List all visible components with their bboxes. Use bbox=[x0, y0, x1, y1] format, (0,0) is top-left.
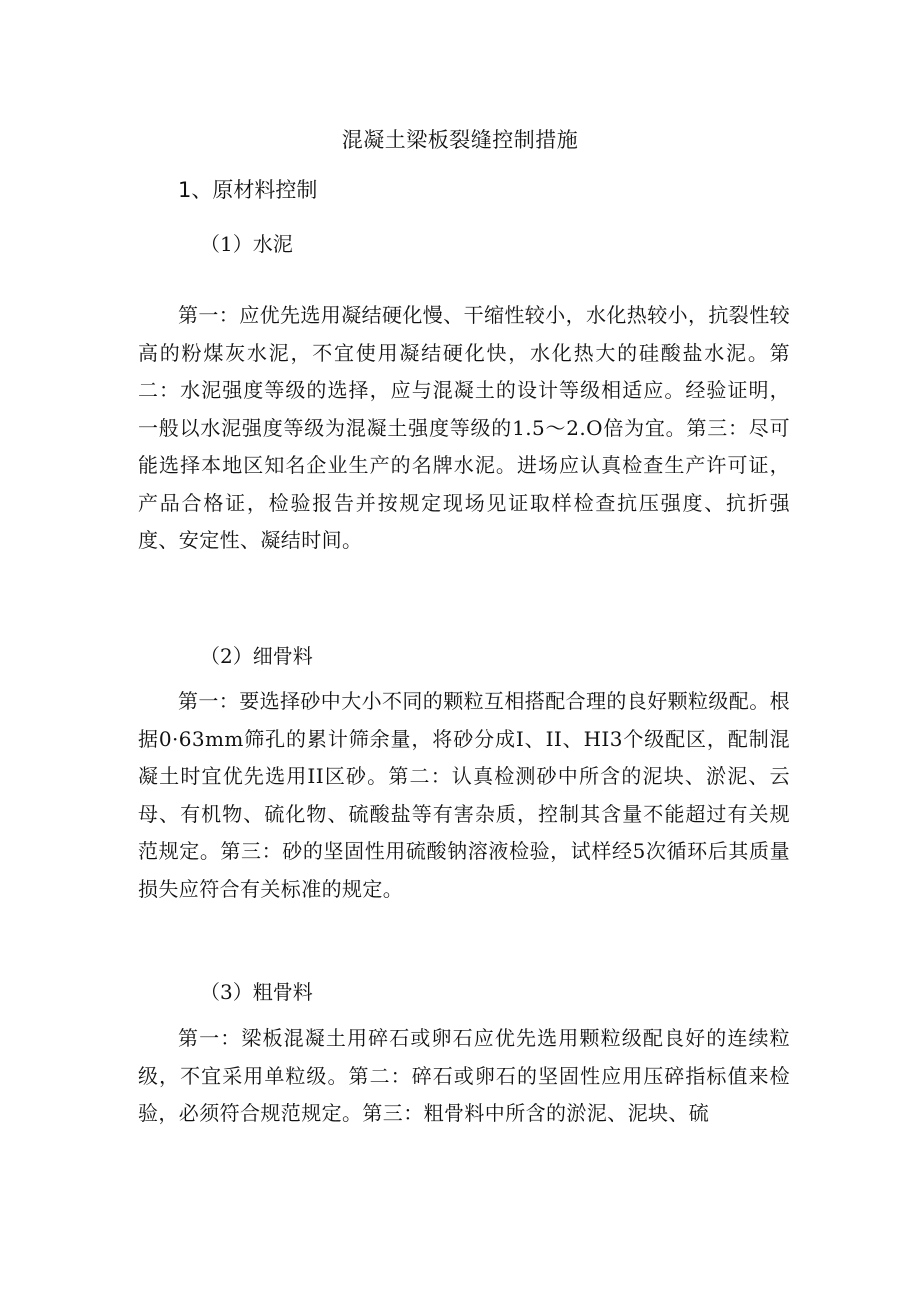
subsection-heading-fine-aggregate: （2）细骨料 bbox=[200, 644, 313, 668]
paragraph-fine-aggregate: 第一：要选择砂中大小不同的颗粒互相搭配合理的良好颗粒级配。根据0·63mm筛孔的累计筛余量，将砂分成I、II、HI3个级配区，配制混凝土时宜优先选用II区砂。第二：认真检测砂中所含的泥块、淤泥、云母、有机物、硫化物、硫酸盐等有害杂质，控制其含量不能超过有关规范规定。第三：砂的坚固性用硫酸钠溶液检验，试样经5次循环后其质量损失应符合有关标准的规定。 bbox=[138, 689, 790, 901]
subsection-heading-coarse-aggregate: （3）粗骨料 bbox=[200, 980, 313, 1004]
section-heading: 1、原材料控制 bbox=[178, 178, 318, 202]
document-title: 混凝土梁板裂缝控制措施 bbox=[341, 128, 579, 152]
paragraph-cement: 第一：应优先选用凝结硬化慢、干缩性较小，水化热较小，抗裂性较高的粉煤灰水泥，不宜使用凝结硬化快，水化热大的硅酸盐水泥。第二：水泥强度等级的选择，应与混凝土的设计等级相适应。经验证明，一般以水泥强度等级为混凝土强度等级的1.5～2.O倍为宜。第三：尽可能选择本地区知名企业生产的名牌水泥。进场应认真检查生产许可证，产品合格证，检验报告并按规定现场见证取样检查抗压强度、抗折强度、安定性、凝结时间。 bbox=[138, 303, 790, 552]
subsection-heading-cement: （1）水泥 bbox=[200, 232, 293, 256]
paragraph-coarse-aggregate: 第一：梁板混凝土用碎石或卵石应优先选用颗粒级配良好的连续粒级，不宜采用单粒级。第二：碎石或卵石的坚固性应用压碎指标值来检验，必须符合规范规定。第三：粗骨料中所含的淤泥、泥块、硫 bbox=[138, 1026, 790, 1125]
